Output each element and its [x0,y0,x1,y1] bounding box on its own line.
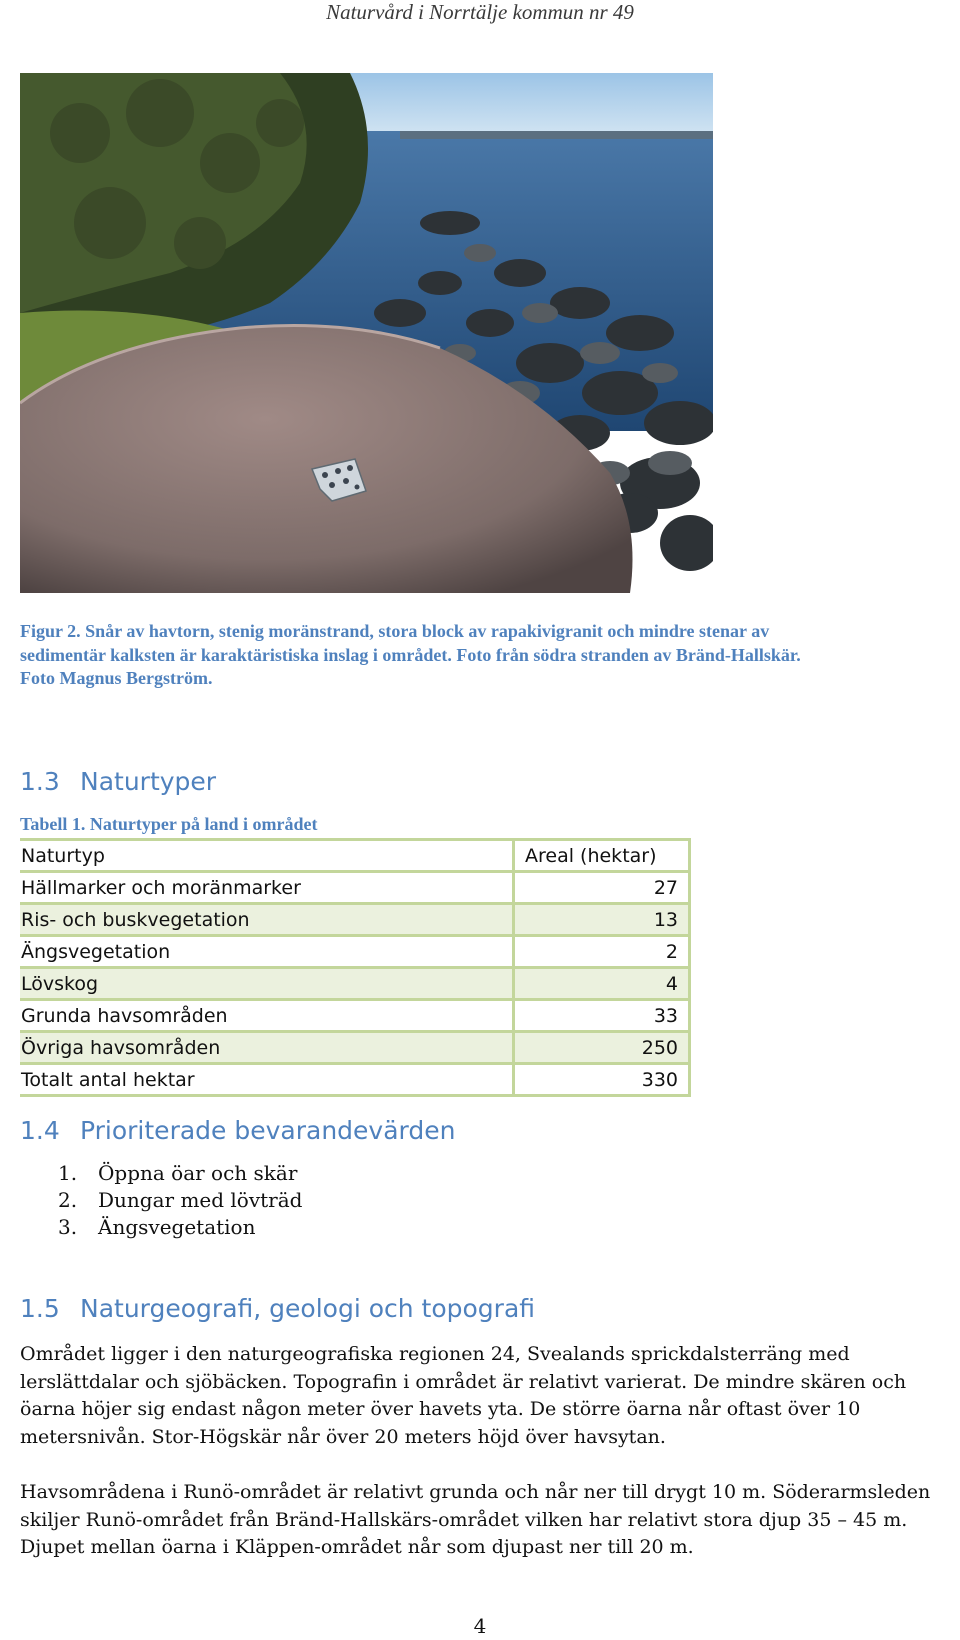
priority-list [58,1160,302,1241]
section-heading-naturtyper [20,767,216,797]
row-type: Totalt antal hektar [20,1064,514,1096]
row-type: Lövskog [20,968,514,1000]
row-area: 4 [514,968,690,1000]
table-row-total [20,1064,690,1096]
paragraph-havsomraden: Havsområdena i Runö-området är relativt grunda och når ner till drygt 10 m. Söderarmsleden skiljer Runö-området från Bränd-Hallskärs-området vilken har relativt stora djup 35 – 45 m. Djupet mellan öarna i Kläppen-området når som djupast ner till 20 m. [20,1481,931,1558]
row-area: 33 [514,1000,690,1032]
row-type: Övriga havsområden [20,1032,514,1064]
section-number: 1.3 [20,767,60,796]
figure-caption: Figur 2. Snår av havtorn, stenig moränstrand, stora block av rapakivigranit och mindre stenar av sedimentär kalksten är karaktäristiska inslag i området. Foto från södra stranden av Bränd-Hallskär. Foto Magnus Bergström. [20,621,801,688]
list-number: 3. [58,1215,78,1239]
table-row [20,872,690,904]
section-number: 1.4 [20,1116,60,1145]
list-text: Öppna öar och skär [98,1161,298,1185]
paragraph-naturgeografi: Området ligger i den naturgeografiska regionen 24, Svealands sprickdalsterräng med lerslättdalar och sjöbäcken. Topografin i området är relativt varierat. De mindre skären och öarna höjer sig endast någon meter över havets yta. De större öarna når oftast över 10 metersnivån. Stor-Högskär når över 20 meters höjd över havsytan. [20,1343,907,1448]
table-row [20,968,690,1000]
section-title: Prioriterade bevarandevärden [80,1116,456,1145]
section-number: 1.5 [20,1294,60,1323]
section-title: Naturtyper [80,767,217,796]
row-type: Ris- och buskvegetation [20,904,514,936]
table-row [20,1000,690,1032]
section-title: Naturgeografi, geologi och topografi [80,1294,536,1323]
list-item [58,1187,302,1214]
table-row [20,936,690,968]
row-area: 330 [514,1064,690,1096]
row-area: 27 [514,872,690,904]
list-number: 1. [58,1161,78,1185]
naturtyper-table [20,838,691,1097]
row-area: 2 [514,936,690,968]
row-type: Grunda havsområden [20,1000,514,1032]
list-number: 2. [58,1188,78,1212]
page-number: 4 [473,1614,487,1638]
list-text: Dungar med lövträd [98,1188,303,1212]
row-type: Hällmarker och moränmarker [20,872,514,904]
table-row [20,904,690,936]
table-row [20,1032,690,1064]
row-area: 13 [514,904,690,936]
list-item [58,1160,302,1187]
figure-photo [20,73,713,593]
row-type: Ängsvegetation [20,936,514,968]
row-area: 250 [514,1032,690,1064]
table-caption: Tabell 1. Naturtyper på land i området [20,814,318,834]
list-text: Ängsvegetation [98,1215,256,1239]
table-header-row [20,840,690,872]
column-header-areal: Areal (hektar) [514,840,690,872]
section-heading-prioriterade [20,1116,455,1146]
list-item [58,1214,302,1241]
column-header-naturtyp: Naturtyp [20,840,514,872]
section-heading-naturgeografi [20,1294,535,1324]
running-header: Naturvård i Norrtälje kommun nr 49 [326,0,634,24]
